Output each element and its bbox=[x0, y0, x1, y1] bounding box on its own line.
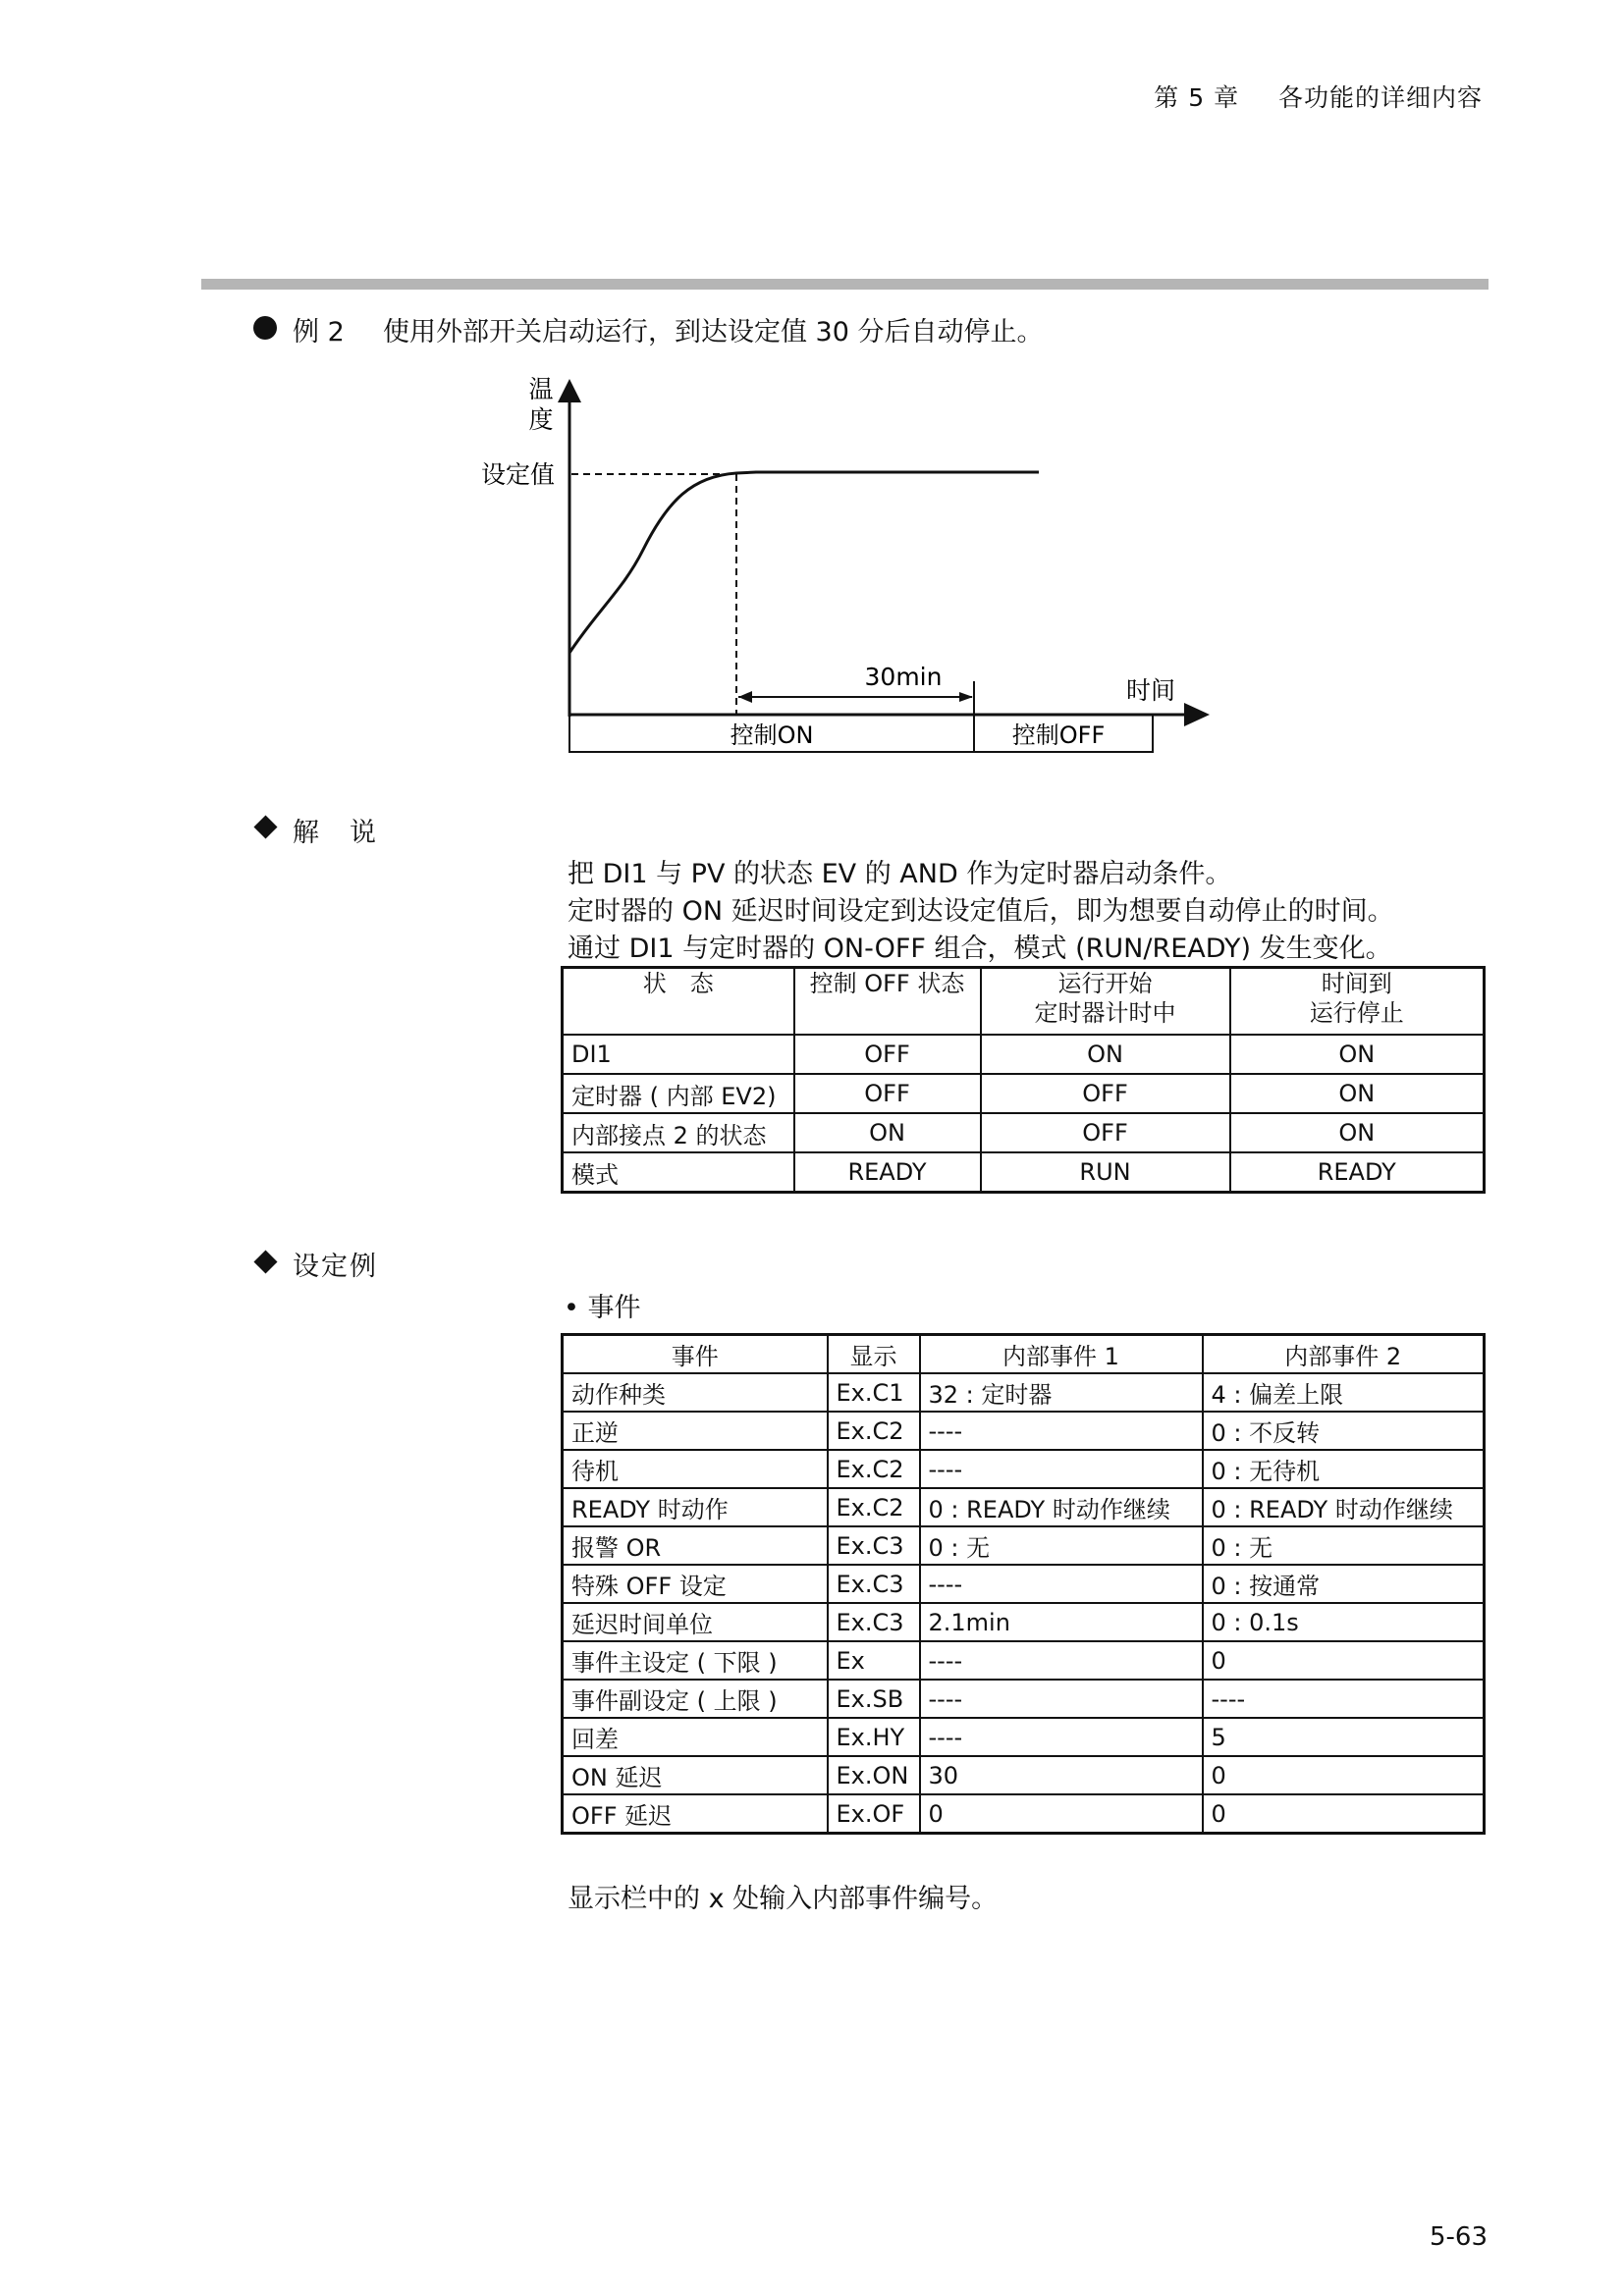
table-cell: DI1 bbox=[563, 1035, 794, 1074]
event-table-header-cell: 显示 bbox=[828, 1335, 920, 1374]
table-cell: Ex.C2 bbox=[828, 1488, 920, 1526]
event-table bbox=[561, 1333, 1486, 1835]
table-cell: OFF bbox=[981, 1113, 1230, 1152]
table-cell: 事件副设定 ( 上限 ) bbox=[563, 1680, 828, 1718]
table-cell: ---- bbox=[920, 1565, 1203, 1603]
setpoint-label: 设定值 bbox=[480, 460, 555, 489]
table-cell: 定时器 ( 内部 EV2) bbox=[563, 1074, 794, 1113]
state-table bbox=[561, 966, 1486, 1194]
table-cell: Ex.ON bbox=[828, 1756, 920, 1794]
y-axis-label-2: 度 bbox=[528, 405, 554, 434]
table-row bbox=[563, 1488, 1485, 1526]
x-axis-label: 时间 bbox=[1125, 676, 1176, 705]
table-cell: ---- bbox=[1203, 1680, 1485, 1718]
table-cell: 0 bbox=[920, 1794, 1203, 1834]
table-cell: ON bbox=[981, 1035, 1230, 1074]
table-cell: READY 时动作 bbox=[563, 1488, 828, 1526]
timing-diagram bbox=[0, 0, 1624, 785]
table-row bbox=[563, 1152, 1485, 1193]
explanation-title: 解 说 bbox=[293, 818, 378, 848]
control-off-label: 控制OFF bbox=[1011, 721, 1106, 749]
table-cell: 0 : 不反转 bbox=[1203, 1412, 1485, 1450]
table-cell: 0 : 无 bbox=[1203, 1526, 1485, 1565]
table-cell: ---- bbox=[920, 1412, 1203, 1450]
explanation-line-3: 通过 DI1 与定时器的 ON-OFF 组合，模式 (RUN/READY) 发生变化。 bbox=[568, 934, 1392, 964]
table-cell: ON bbox=[1230, 1035, 1485, 1074]
table-cell: Ex bbox=[828, 1641, 920, 1680]
state-table-header-cell: 控制 OFF 状态 bbox=[794, 968, 981, 1036]
table-cell: Ex.OF bbox=[828, 1794, 920, 1834]
table-row bbox=[563, 1756, 1485, 1794]
table-cell: ON bbox=[1230, 1113, 1485, 1152]
table-cell: ---- bbox=[920, 1641, 1203, 1680]
duration-arrow-start-icon bbox=[738, 691, 752, 703]
table-cell: ON bbox=[794, 1113, 981, 1152]
table-row bbox=[563, 1718, 1485, 1756]
table-cell: Ex.SB bbox=[828, 1680, 920, 1718]
table-row bbox=[563, 1412, 1485, 1450]
diamond-bullet-icon bbox=[253, 815, 277, 838]
table-cell: 0 : 0.1s bbox=[1203, 1603, 1485, 1641]
event-table-header-row bbox=[563, 1335, 1485, 1374]
table-cell: 0 : 无 bbox=[920, 1526, 1203, 1565]
table-cell: ON bbox=[1230, 1074, 1485, 1113]
table-row bbox=[563, 1680, 1485, 1718]
control-on-label: 控制ON bbox=[730, 721, 814, 749]
table-row bbox=[563, 1373, 1485, 1412]
explanation-line-1: 把 DI1 与 PV 的状态 EV 的 AND 作为定时器启动条件。 bbox=[568, 859, 1232, 889]
table-cell: OFF bbox=[794, 1074, 981, 1113]
table-row bbox=[563, 1035, 1485, 1074]
example-text: 使用外部开关启动运行，到达设定值 30 分后自动停止。 bbox=[382, 317, 1044, 347]
table-cell: READY bbox=[794, 1152, 981, 1193]
table-cell: READY bbox=[1230, 1152, 1485, 1193]
table-cell: 内部接点 2 的状态 bbox=[563, 1113, 794, 1152]
table-cell: ON 延迟 bbox=[563, 1756, 828, 1794]
table-row bbox=[563, 1641, 1485, 1680]
table-cell: 待机 bbox=[563, 1450, 828, 1488]
table-cell: 5 bbox=[1203, 1718, 1485, 1756]
table-cell: Ex.C3 bbox=[828, 1565, 920, 1603]
table-cell: 0 : READY 时动作继续 bbox=[1203, 1488, 1485, 1526]
table-cell: 2.1min bbox=[920, 1603, 1203, 1641]
table-row bbox=[563, 1794, 1485, 1834]
event-table-header-cell: 内部事件 2 bbox=[1203, 1335, 1485, 1374]
setting-subtitle: • 事件 bbox=[564, 1293, 641, 1323]
event-table-body bbox=[563, 1373, 1485, 1834]
table-cell: Ex.C2 bbox=[828, 1450, 920, 1488]
table-cell: OFF 延迟 bbox=[563, 1794, 828, 1834]
state-table-header-row bbox=[563, 968, 1485, 1036]
table-cell: Ex.C3 bbox=[828, 1603, 920, 1641]
table-row bbox=[563, 1526, 1485, 1565]
table-cell: Ex.C1 bbox=[828, 1373, 920, 1412]
table-row bbox=[563, 1074, 1485, 1113]
table-cell: 延迟时间单位 bbox=[563, 1603, 828, 1641]
state-table-header-cell: 状 态 bbox=[563, 968, 794, 1036]
table-cell: ---- bbox=[920, 1680, 1203, 1718]
table-cell: OFF bbox=[794, 1035, 981, 1074]
chapter-title: 各功能的详细内容 bbox=[1277, 83, 1483, 112]
example-label: 例 2 bbox=[293, 317, 345, 347]
table-cell: 0 bbox=[1203, 1641, 1485, 1680]
table-row bbox=[563, 1450, 1485, 1488]
event-table-header-cell: 事件 bbox=[563, 1335, 828, 1374]
table-cell: 0 bbox=[1203, 1756, 1485, 1794]
table-cell: 动作种类 bbox=[563, 1373, 828, 1412]
diamond-bullet-icon bbox=[253, 1250, 277, 1273]
temperature-curve bbox=[569, 472, 1039, 653]
setting-title: 设定例 bbox=[293, 1252, 378, 1282]
event-table-header-cell: 内部事件 1 bbox=[920, 1335, 1203, 1374]
table-cell: 回差 bbox=[563, 1718, 828, 1756]
table-cell: Ex.HY bbox=[828, 1718, 920, 1756]
table-cell: 正逆 bbox=[563, 1412, 828, 1450]
table-cell: 32 : 定时器 bbox=[920, 1373, 1203, 1412]
table-cell: 0 : 无待机 bbox=[1203, 1450, 1485, 1488]
table-cell: 报警 OR bbox=[563, 1526, 828, 1565]
y-axis-label-1: 温 bbox=[528, 375, 554, 403]
x-axis-arrow-icon bbox=[1184, 703, 1210, 726]
table-cell: 事件主设定 ( 下限 ) bbox=[563, 1641, 828, 1680]
table-row bbox=[563, 1603, 1485, 1641]
table-cell: ---- bbox=[920, 1718, 1203, 1756]
duration-label: 30min bbox=[864, 663, 943, 691]
table-row bbox=[563, 1565, 1485, 1603]
chapter-number: 第 5 章 bbox=[1154, 83, 1240, 112]
table-cell: 4 : 偏差上限 bbox=[1203, 1373, 1485, 1412]
table-cell: Ex.C2 bbox=[828, 1412, 920, 1450]
table-row bbox=[563, 1113, 1485, 1152]
table-cell: 0 : 按通常 bbox=[1203, 1565, 1485, 1603]
table-cell: ---- bbox=[920, 1450, 1203, 1488]
page-number: 5-63 bbox=[1430, 2222, 1489, 2252]
y-axis-arrow-icon bbox=[558, 379, 581, 402]
table-cell: 30 bbox=[920, 1756, 1203, 1794]
table-cell: 特殊 OFF 设定 bbox=[563, 1565, 828, 1603]
table-cell: 0 : READY 时动作继续 bbox=[920, 1488, 1203, 1526]
setting-note: 显示栏中的 x 处输入内部事件编号。 bbox=[568, 1884, 999, 1914]
table-cell: RUN bbox=[981, 1152, 1230, 1193]
table-cell: 模式 bbox=[563, 1152, 794, 1193]
table-cell: Ex.C3 bbox=[828, 1526, 920, 1565]
table-cell: OFF bbox=[981, 1074, 1230, 1113]
table-cell: 0 bbox=[1203, 1794, 1485, 1834]
explanation-line-2: 定时器的 ON 延迟时间设定到达设定值后，即为想要自动停止的时间。 bbox=[568, 896, 1394, 927]
state-table-header-cell: 时间到 运行停止 bbox=[1230, 968, 1485, 1036]
state-table-header-cell: 运行开始 定时器计时中 bbox=[981, 968, 1230, 1036]
